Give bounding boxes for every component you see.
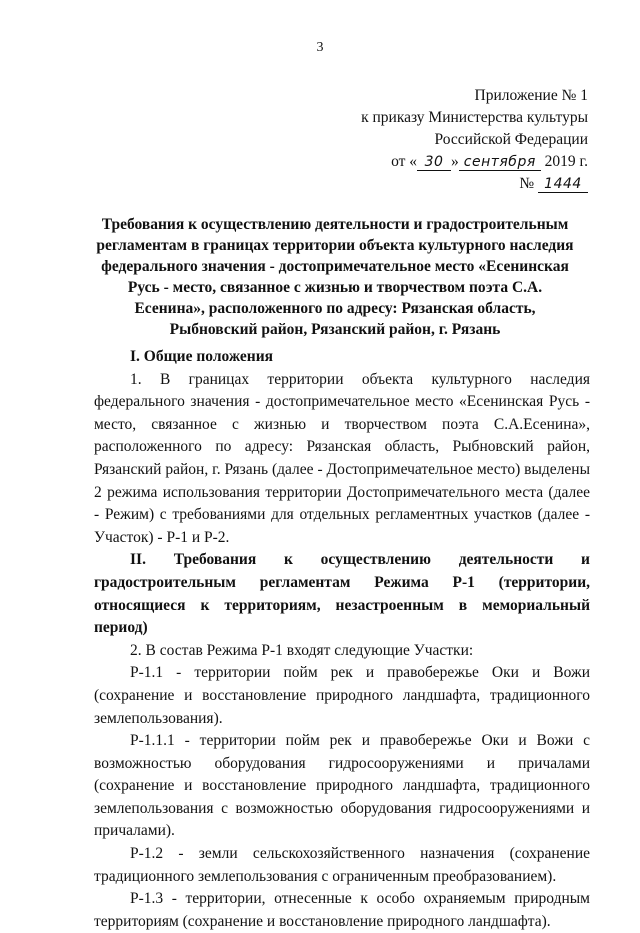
annex-date — [361, 151, 588, 173]
annex-order-ref: к приказу Министерства культуры — [361, 109, 588, 126]
page-number: 3 — [316, 40, 324, 55]
number-prefix: № — [519, 175, 535, 192]
paragraph-6: Р-1.3 - территории, отнесенные к особо охраняемым природным территориям (сохранение и восстановление природного ландшафта). — [94, 890, 590, 930]
paragraph-3: Р-1.1 - территории пойм рек и правобережье Оки и Вожи (сохранение и восстановление природного ландшафта, традиционного землепользования). — [94, 664, 590, 727]
date-day: 30 — [417, 154, 451, 171]
number-value: 1444 — [538, 176, 588, 193]
date-prefix: от « — [391, 153, 418, 170]
document-title: Требования к осуществлению деятельности и градостроительным регламентам в границах территории объекта культурного наследия федерального значения - достопримечательное место «Есенинская Русь - место, связанное с жизнью и творчеством поэта С.А. Есенина», расположенного по адресу: Рязанская область, Рыбновский район, Рязанский район, г. Рязань — [96, 216, 574, 338]
section-2-heading: II. Требования к осуществлению деятельности и градостроительным регламентам Режима Р-1 (территории, относящиеся к территориям, незастроенным в мемориальный период) — [94, 551, 590, 637]
document-body — [94, 346, 590, 933]
date-month: сентября — [459, 154, 541, 171]
paragraph-1: 1. В границах территории объекта культурного наследия федерального значения - достопримечательное место «Есенинская Русь - место, связанное с жизнью и творчеством поэта С.А.Есенина», расположенного по адресу: Рязанская область, Рыбновский район, Рязанский район, г. Рязань (далее - Достопримечательное место) выделены 2 режима использования территории Достопримечательного места (далее - Режим) с требованиями для отдельных регламентных участков (далее - Участок) - Р-1 и Р-2. — [94, 370, 590, 546]
date-mid: » — [451, 153, 459, 170]
paragraph-5: Р-1.2 - земли сельскохозяйственного назначения (сохранение традиционного землепользования с ограниченным преобразованием). — [94, 845, 590, 885]
annex-federation: Российской Федерации — [434, 131, 588, 148]
section-1-heading: I. Общие положения — [130, 348, 274, 365]
annex-title: Приложение № 1 — [474, 87, 588, 104]
paragraph-2: 2. В состав Режима Р-1 входят следующие Участки: — [130, 641, 474, 659]
date-year: 2019 г. — [544, 153, 588, 170]
annex-header — [361, 85, 588, 195]
paragraph-4: Р-1.1.1 - территории пойм рек и правобережье Оки и Вожи с возможностью оборудования гидросооружениями и причалами (сохранение и восстановление природного ландшафта, традиционного землепользования с возможностью оборудования гидросооружениями и причалами). — [94, 732, 590, 840]
annex-number — [361, 173, 588, 195]
